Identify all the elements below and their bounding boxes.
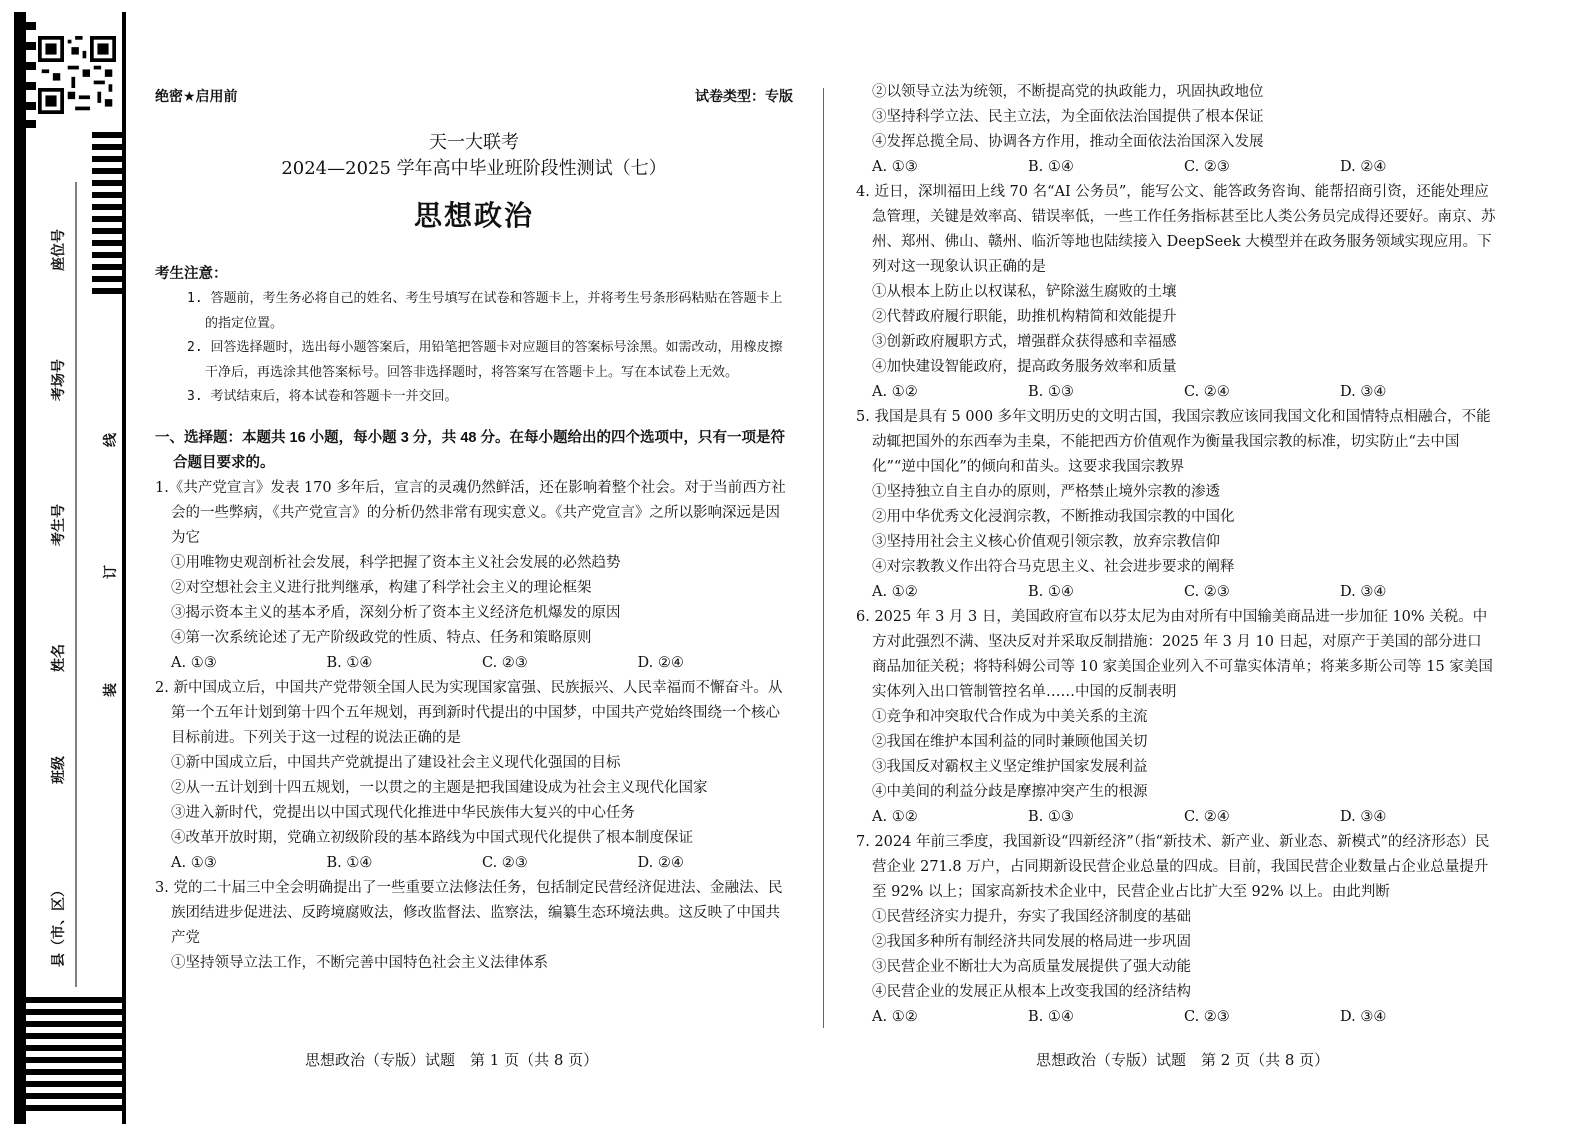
choice-d: D. ③④: [1340, 384, 1387, 400]
question-4-option: ②代替政府履行职能，助推机构精简和效能提升: [872, 309, 1177, 325]
choice-b: B. ①④: [1028, 584, 1074, 600]
question-2-option: ②从一五计划到十四五规划，一以贯之的主题是把我国建设成为社会主义现代化国家: [171, 779, 708, 796]
question-7-option: ④民营企业的发展正从根本上改变我国的经济结构: [872, 984, 1191, 1000]
choice-a: A. ①③: [872, 159, 918, 175]
question-5-choices: [856, 580, 1496, 605]
question-4-option: ③创新政府履职方式，增强群众获得感和幸福感: [872, 334, 1177, 350]
choice-c: C. ②③: [1184, 584, 1230, 600]
choice-a: A. ①②: [872, 584, 918, 600]
notice-title: 考生注意：: [155, 266, 228, 282]
choice-c: C. ②③: [482, 854, 528, 871]
county-label: 县（市、区）: [50, 883, 66, 967]
choice-a: A. ①③: [171, 854, 217, 871]
page-2: [856, 80, 1496, 1030]
page-1-header: [155, 80, 793, 112]
question-7-option: ①民营经济实力提升，夯实了我国经济制度的基础: [872, 909, 1191, 925]
staple-mark: 订: [102, 565, 118, 579]
question-3-option: ①坚持领导立法工作，不断完善中国特色社会主义法律体系: [171, 954, 548, 971]
question-4-option: ④加快建设智能政府，提高政务服务效率和质量: [872, 359, 1177, 375]
question-5-option: ④对宗教教义作出符合马克思主义、社会进步要求的阐释: [872, 559, 1235, 575]
binding-info-labels: [0, 0, 130, 1138]
question-6-option: ①竞争和冲突取代合作成为中美关系的主流: [872, 709, 1148, 725]
question-1-option: ②对空想社会主义进行批判继承，构建了科学社会主义的理论框架: [171, 579, 592, 596]
question-4-choices: [856, 380, 1496, 405]
question-1-stem: 1.《共产党宣言》发表 170 多年后，宣言的灵魂仍然鲜活，还在影响着整个社会。对于当前西方社会的一些弊病，《共产党宣言》的分析仍然非常有现实意义。《共产党宣言》之所以影响深远是因为它: [155, 479, 786, 546]
question-6-option: ②我国在维护本国利益的同时兼顾他国关切: [872, 734, 1148, 750]
notice-item: 1. 答题前，考生务必将自己的姓名、考生号填写在试卷和答题卡上，并将考生号条形码粘贴在答题卡上的指定位置。: [187, 291, 783, 331]
choice-c: C. ②④: [1184, 809, 1230, 825]
seat-number-label: 座位号: [50, 229, 66, 271]
choice-a: A. ①②: [872, 1009, 918, 1025]
choice-b: B. ①④: [1028, 1009, 1074, 1025]
class-label: 班级: [50, 756, 66, 784]
question-1-choices: [155, 651, 793, 676]
choice-a: A. ①②: [872, 384, 918, 400]
question-5-option: ②用中华优秀文化浸润宗教，不断推动我国宗教的中国化: [872, 509, 1235, 525]
line-mark: 线: [102, 433, 118, 447]
name-label: 姓名: [50, 644, 66, 672]
question-3-stem: 3. 党的二十届三中全会明确提出了一些重要立法修法任务，包括制定民营经济促进法、金融法、民族团结进步促进法、反跨境腐败法，修改监督法、监察法，编纂生态环境法典。这反映了中国共产党: [155, 879, 783, 946]
choice-b: B. ①④: [326, 654, 373, 671]
question-1-option: ③揭示资本主义的基本矛盾，深刻分析了资本主义经济危机爆发的原因: [171, 604, 621, 621]
notice-item: 3. 考试结束后，将本试卷和答题卡一并交回。: [187, 389, 458, 404]
choice-a: A. ①②: [872, 809, 918, 825]
choice-b: B. ①④: [326, 854, 373, 871]
exam-organizer: 天一大联考: [429, 132, 519, 153]
choice-d: D. ③④: [1340, 1009, 1387, 1025]
question-6-option: ③我国反对霸权主义坚定维护国家发展利益: [872, 759, 1148, 775]
choice-c: C. ②③: [482, 654, 528, 671]
page-1: [155, 80, 793, 976]
question-3-option: ②以领导立法为统领，不断提高党的执政能力，巩固执政地位: [872, 84, 1264, 100]
secret-label: 绝密★启用前: [155, 87, 238, 104]
choice-d: D. ②④: [637, 854, 684, 871]
candidate-number-label: 考生号: [50, 504, 66, 546]
choice-d: D. ③④: [1340, 584, 1387, 600]
choice-a: A. ①③: [171, 654, 217, 671]
question-5-option: ③坚持用社会主义核心价值观引领宗教，放弃宗教信仰: [872, 534, 1220, 550]
choice-c: C. ②③: [1184, 159, 1230, 175]
page-divider: [823, 88, 824, 1028]
choice-b: B. ①③: [1028, 384, 1074, 400]
choice-b: B. ①④: [1028, 159, 1074, 175]
notice-item: 2. 回答选择题时，选出每小题答案后，用铅笔把答题卡对应题目的答案标号涂黑。如需改动，用橡皮擦干净后，再选涂其他答案标号。回答非选择题时，将答案写在答题卡上。写在本试卷上无效。: [187, 340, 783, 380]
question-6-stem: 6. 2025 年 3 月 3 日，美国政府宣布以芬太尼为由对所有中国输美商品进一步加征 10% 关税。中方对此强烈不满、坚决反对并采取反制措施：2025 年 3 月 10 日起，对原产于美国的部分进口商品加征关税；将特科姆公司等 10 家美国企业列入不可靠实体清单；将莱多斯公司等 15 家美国实体列入出口管制管控名单……中国的反制表明: [856, 609, 1493, 700]
question-3-option: ③坚持科学立法、民主立法，为全面依法治国提供了根本保证: [872, 109, 1264, 125]
question-7-stem: 7. 2024 年前三季度，我国新设“四新经济”（指“新技术、新产业、新业态、新模式”的经济形态）民营企业 271.8 万户，占同期新设民营企业总量的四成。目前，我国民营企业数量占企业总量提升至 92% 以上；国家高新技术企业中，民营企业占比扩大至 92% 以上。由此判断: [856, 834, 1490, 900]
section-title: 一、选择题：本题共 16 小题，每小题 3 分，共 48 分。在每小题给出的四个选项中，只有一项是符合题目要求的。: [155, 429, 785, 471]
choice-c: C. ②③: [1184, 1009, 1230, 1025]
page-2-footer: 思想政治（专版）试题 第 2 页（共 8 页）: [1036, 1051, 1330, 1069]
paper-type-label: 试卷类型：专版: [695, 87, 793, 104]
question-3-choices: [856, 155, 1496, 180]
exam-title: 2024—2025 学年高中毕业班阶段性测试（七）: [281, 158, 667, 179]
question-5-stem: 5. 我国是具有 5 000 多年文明历史的文明古国，我国宗教应该同我国文化和国情特点相融合，不能动辄把国外的东西奉为圭臬，不能把西方价值观作为衡量我国宗教的标准，切实防止“去中国化”“逆中国化”的倾向和苗头。这要求我国宗教界: [856, 409, 1491, 475]
question-7-choices: [856, 1005, 1496, 1030]
question-6-option: ④中美间的利益分歧是摩擦冲突产生的根源: [872, 784, 1148, 800]
question-3-option: ④发挥总揽全局、协调各方作用，推动全面依法治国深入发展: [872, 134, 1264, 150]
question-2-option: ①新中国成立后，中国共产党就提出了建设社会主义现代化强国的目标: [171, 754, 621, 771]
binding-mark: 装: [102, 683, 118, 697]
question-1-option: ①用唯物史观剖析社会发展，科学把握了资本主义社会发展的必然趋势: [171, 554, 621, 571]
question-4-stem: 4. 近日，深圳福田上线 70 名“AI 公务员”，能写公文、能答政务咨询、能帮招商引资，还能处理应急管理，关键是效率高、错误率低，一些工作任务指标甚至比人类公务员完成得还要好。南京、苏州、郑州、佛山、赣州、临沂等地也陆续接入 DeepSeek 大模型并在政务服务领域实现应用。下列对这一现象认识正确的是: [856, 184, 1496, 275]
choice-d: D. ②④: [637, 654, 684, 671]
question-1-option: ④第一次系统论述了无产阶级政党的性质、特点、任务和策略原则: [171, 629, 592, 646]
exam-room-label: 考场号: [50, 359, 66, 401]
page-1-footer: 思想政治（专版）试题 第 1 页（共 8 页）: [305, 1051, 599, 1069]
question-5-option: ①坚持独立自主自办的原则，严格禁止境外宗教的渗透: [872, 484, 1220, 500]
question-7-option: ②我国多种所有制经济共同发展的格局进一步巩固: [872, 934, 1191, 950]
choice-b: B. ①③: [1028, 809, 1074, 825]
choice-d: D. ③④: [1340, 809, 1387, 825]
question-4-option: ①从根本上防止以权谋私，铲除滋生腐败的土壤: [872, 284, 1177, 300]
choice-d: D. ②④: [1340, 159, 1387, 175]
question-7-option: ③民营企业不断壮大为高质量发展提供了强大动能: [872, 959, 1191, 975]
subject-title: 思想政治: [413, 199, 534, 232]
question-2-option: ④改革开放时期，党确立初级阶段的基本路线为中国式现代化提供了根本制度保证: [171, 829, 693, 846]
question-2-option: ③进入新时代，党提出以中国式现代化推进中华民族伟大复兴的中心任务: [171, 804, 635, 821]
choice-c: C. ②④: [1184, 384, 1230, 400]
question-2-choices: [155, 851, 793, 876]
question-6-choices: [856, 805, 1496, 830]
question-2-stem: 2. 新中国成立后，中国共产党带领全国人民为实现国家富强、民族振兴、人民幸福而不懈奋斗。从第一个五年计划到第十四个五年规划，再到新时代提出的中国梦，中国共产党始终围绕一个核心目标前进。下列关于这一过程的说法正确的是: [155, 679, 783, 746]
